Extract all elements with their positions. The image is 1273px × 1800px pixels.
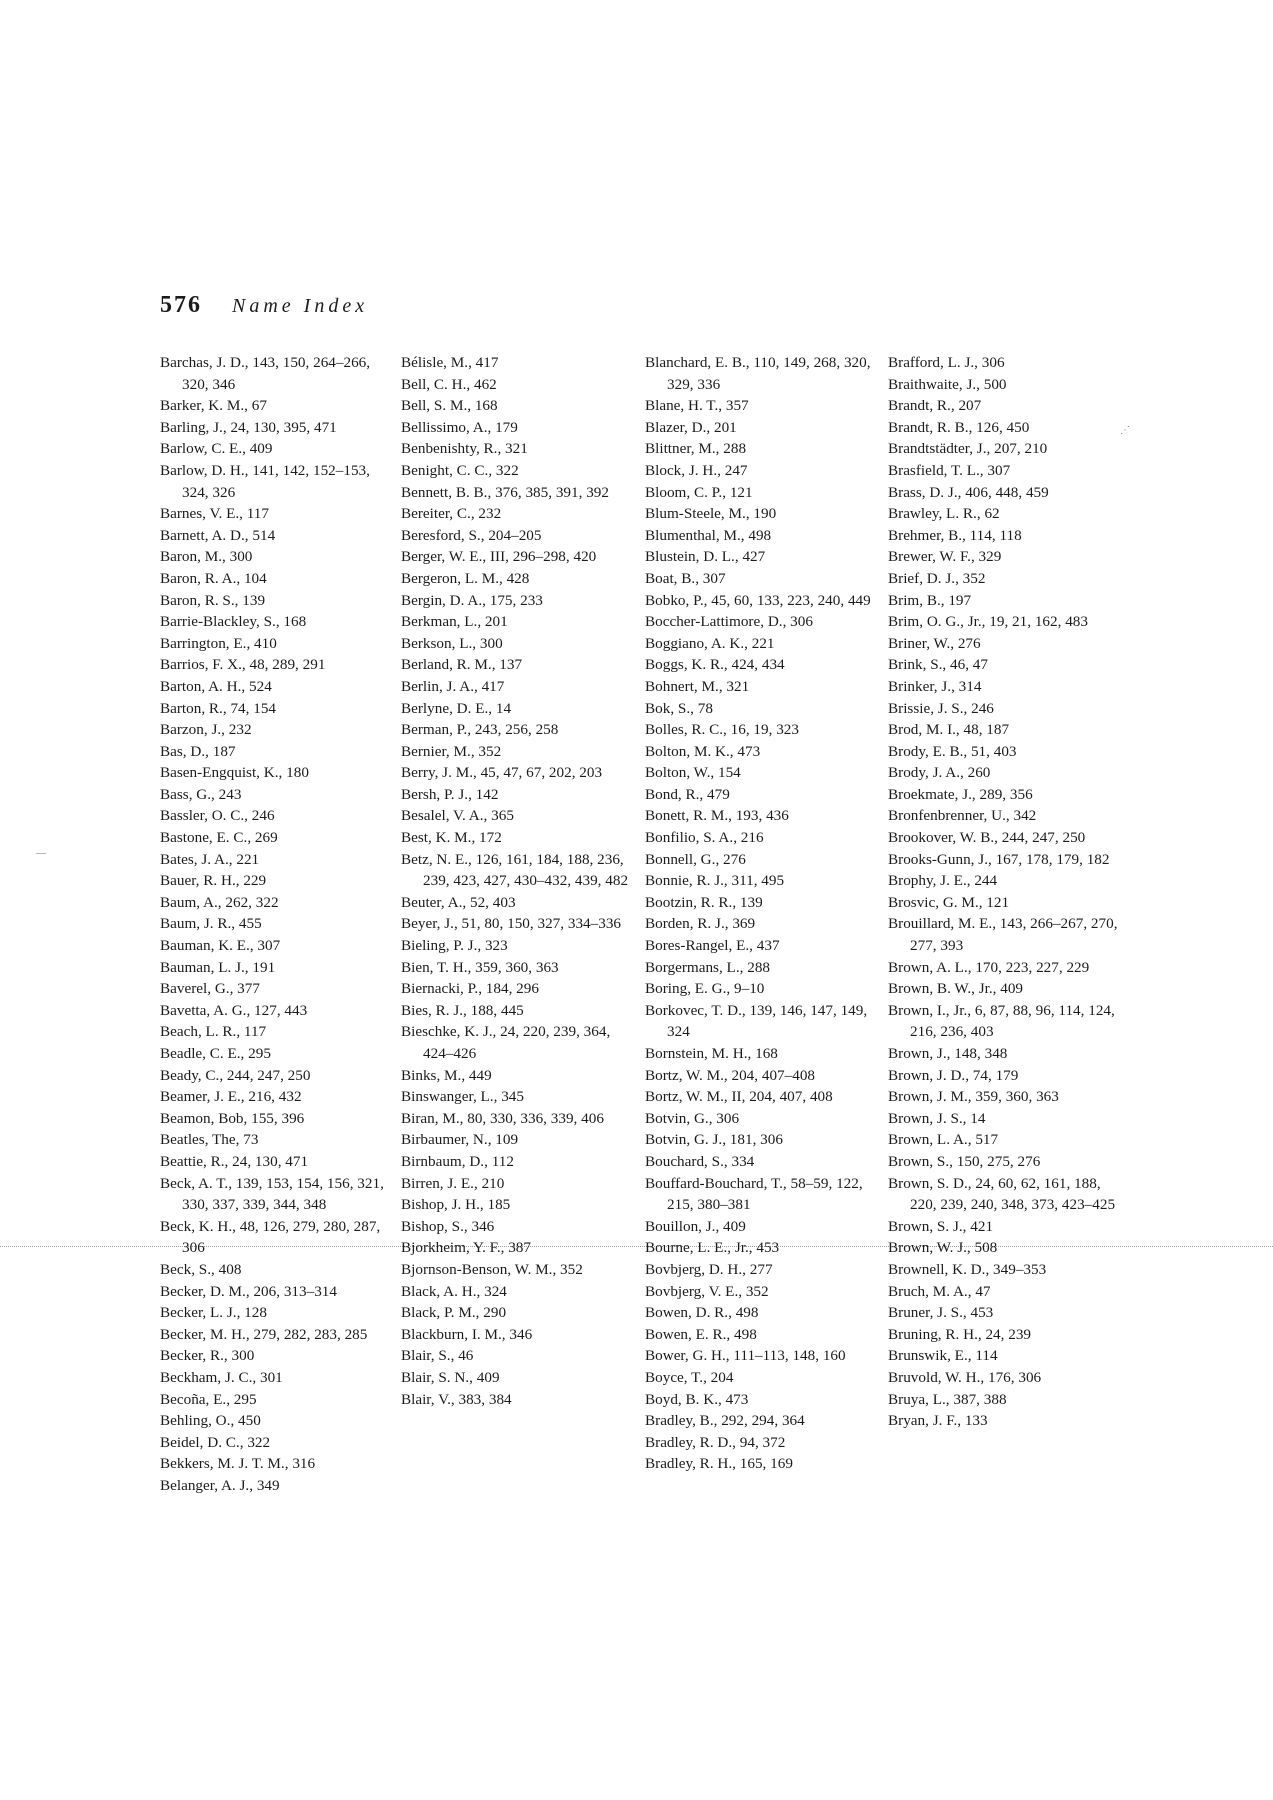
index-entry: Brown, S. J., 421 [888,1217,994,1235]
index-entry: Brim, B., 197 [888,591,972,609]
index-entry: Bortz, W. M., 204, 407–408 [645,1066,816,1084]
index-entry: Brehmer, B., 114, 118 [888,526,1022,544]
index-entry: Brandt, R. B., 126, 450 [888,418,1030,436]
index-entry: Bradley, B., 292, 294, 364 [645,1412,805,1430]
index-entry: Bien, T. H., 359, 360, 363 [401,958,559,976]
running-title: Name Index [232,295,369,317]
index-entry: Bellissimo, A., 179 [401,418,518,436]
index-entry: Brunswik, E., 114 [888,1347,998,1365]
index-entry: Brinker, J., 314 [888,677,982,695]
index-entry: Bloom, C. P., 121 [645,483,753,501]
index-entry: Blittner, M., 288 [645,440,747,458]
index-entry: Barrios, F. X., 48, 289, 291 [160,656,326,674]
index-entry: Becker, R., 300 [160,1347,255,1365]
index-entry: Boat, B., 307 [645,569,726,587]
index-entry: Brown, J. D., 74, 179 [888,1066,1019,1084]
index-entry: Baron, M., 300 [160,548,253,566]
index-entry: Bower, G. H., 111–113, 148, 160 [645,1347,846,1365]
index-entry: Brown, S. D., 24, 60, 62, 161, 188, 220, 239, 240, 348, 373, 423–425 [888,1174,1116,1214]
index-entry: Barrington, E., 410 [160,634,277,652]
index-entry: Barton, R., 74, 154 [160,699,277,717]
index-entry: Broekmate, J., 289, 356 [888,785,1033,803]
index-entry: Bélisle, M., 417 [401,354,499,371]
index-entry: Borden, R. J., 369 [645,915,756,933]
index-entry: Bergin, D. A., 175, 233 [401,591,543,609]
index-entry: Brissie, J. S., 246 [888,699,994,717]
index-entry: Bruvold, W. H., 176, 306 [888,1368,1042,1386]
index-entry: Barnes, V. E., 117 [160,505,269,523]
scan-speck: — [36,848,46,859]
index-entry: Bersh, P. J., 142 [401,785,499,803]
index-entry: Boggs, K. R., 424, 434 [645,656,785,674]
index-entry: Boggiano, A. K., 221 [645,634,775,652]
index-entry: Bass, G., 243 [160,785,242,803]
index-entry: Becoña, E., 295 [160,1390,257,1408]
scan-speck: ⋰ [1120,425,1130,436]
index-entry: Benbenishty, R., 321 [401,440,528,458]
index-entry: Barker, K. M., 67 [160,397,267,415]
index-entry: Bas, D., 187 [160,742,236,760]
index-entry: Bronfenbrenner, U., 342 [888,807,1037,825]
index-entry: Beck, S., 408 [160,1260,242,1278]
index-entry: Barlow, C. E., 409 [160,440,273,458]
index-entry: Blanchard, E. B., 110, 149, 268, 320, 329, 336 [645,354,871,393]
index-entry: Bereiter, C., 232 [401,505,502,523]
index-entry: Bornstein, M. H., 168 [645,1045,778,1062]
index-entry: Brophy, J. E., 244 [888,872,998,890]
index-entry: Brouillard, M. E., 143, 266–267, 270, 277, 393 [888,915,1118,955]
index-entry: Berman, P., 243, 256, 258 [401,721,559,739]
index-column-1 [160,352,390,1496]
index-entry: Bekkers, M. J. T. M., 316 [160,1455,316,1473]
name-index-columns [160,352,1120,1552]
index-entry: Beady, C., 244, 247, 250 [160,1066,311,1084]
index-entry: Birbaumer, N., 109 [401,1131,519,1149]
index-entry: Barling, J., 24, 130, 395, 471 [160,418,337,436]
index-entry: Beyer, J., 51, 80, 150, 327, 334–336 [401,915,622,933]
index-entry: Beuter, A., 52, 403 [401,893,516,911]
index-entry: Bovbjerg, D. H., 277 [645,1260,773,1278]
index-entry: Brafford, L. J., 306 [888,354,1005,371]
index-entry: Basen-Engquist, K., 180 [160,764,309,782]
index-entry: Brown, J., 148, 348 [888,1045,1008,1062]
index-entry: Bowen, E. R., 498 [645,1325,757,1343]
index-entry: Bauman, L. J., 191 [160,958,276,976]
index-entry: Baron, R. A., 104 [160,569,267,587]
index-entry: Bolton, W., 154 [645,764,741,782]
index-entry: Becker, M. H., 279, 282, 283, 285 [160,1325,368,1343]
index-entry: Bouchard, S., 334 [645,1152,755,1170]
index-entry: Beckham, J. C., 301 [160,1368,283,1386]
index-entry: Bonnie, R. J., 311, 495 [645,872,785,890]
index-entry: Brown, B. W., Jr., 409 [888,980,1024,998]
index-entry: Bootzin, R. R., 139 [645,893,763,911]
index-entry: Bonett, R. M., 193, 436 [645,807,789,825]
index-entry: Becker, D. M., 206, 313–314 [160,1282,337,1300]
index-entry: Bohnert, M., 321 [645,677,750,695]
index-entry: Blackburn, I. M., 346 [401,1325,533,1343]
index-entry: Beamon, Bob, 155, 396 [160,1109,305,1127]
index-entry: Barchas, J. D., 143, 150, 264–266, 320, 346 [160,354,371,393]
index-entry: Blum-Steele, M., 190 [645,505,777,523]
index-entry: Baum, J. R., 455 [160,915,262,933]
index-entry: Bonfilio, S. A., 216 [645,829,764,847]
index-entry: Belanger, A. J., 349 [160,1476,280,1494]
index-entry: Bieschke, K. J., 24, 220, 239, 364, 424–426 [401,1023,611,1062]
index-entry: Binks, M., 449 [401,1066,492,1084]
index-entry: Bjornson-Benson, W. M., 352 [401,1260,583,1278]
index-entry: Brown, S., 150, 275, 276 [888,1152,1041,1170]
index-entry: Blane, H. T., 357 [645,397,749,415]
index-entry: Beck, K. H., 48, 126, 279, 280, 287, 306 [160,1217,381,1257]
index-entry: Bishop, S., 346 [401,1217,495,1235]
index-entry: Baverel, G., 377 [160,980,260,998]
index-entry: Blumenthal, M., 498 [645,526,772,544]
index-entry: Beatles, The, 73 [160,1131,259,1149]
index-entry: Brasfield, T. L., 307 [888,461,1011,479]
index-column-3 [645,352,875,1475]
index-entry: Brookover, W. B., 244, 247, 250 [888,829,1086,847]
index-entry: Botvin, G., 306 [645,1109,740,1127]
index-entry: Bouffard-Bouchard, T., 58–59, 122, 215, 380–381 [645,1174,863,1214]
index-entry: Brim, O. G., Jr., 19, 21, 162, 483 [888,613,1088,631]
index-entry: Bolton, M. K., 473 [645,742,761,760]
index-entry: Blair, V., 383, 384 [401,1390,512,1408]
index-entry: Behling, O., 450 [160,1412,261,1430]
index-entry: Brandtstädter, J., 207, 210 [888,440,1048,458]
index-entry: Blair, S. N., 409 [401,1368,500,1386]
index-entry: Black, A. H., 324 [401,1282,507,1300]
index-entry: Brown, I., Jr., 6, 87, 88, 96, 114, 124, 216, 236, 403 [888,1001,1115,1041]
index-entry: Barrie-Blackley, S., 168 [160,613,307,631]
index-entry: Best, K. M., 172 [401,829,502,847]
index-entry: Beach, L. R., 117 [160,1023,267,1041]
index-entry: Bieling, P. J., 323 [401,937,508,955]
index-entry: Borkovec, T. D., 139, 146, 147, 149, 324 [645,1001,868,1041]
index-entry: Bernier, M., 352 [401,742,502,760]
index-entry: Bauer, R. H., 229 [160,872,267,890]
index-entry: Barlow, D. H., 141, 142, 152–153, 324, 326 [160,461,370,501]
index-entry: Braithwaite, J., 500 [888,375,1007,393]
index-entry: Brosvic, G. M., 121 [888,893,1010,911]
index-entry: Bell, S. M., 168 [401,397,498,415]
index-entry: Brawley, L. R., 62 [888,505,1000,523]
index-entry: Brown, J. S., 14 [888,1109,986,1127]
index-entry: Biernacki, P., 184, 296 [401,980,539,998]
index-column-4 [888,352,1118,1432]
index-entry: Bonnell, G., 276 [645,850,746,868]
index-entry: Bradley, R. D., 94, 372 [645,1433,786,1451]
index-entry: Bradley, R. H., 165, 169 [645,1455,793,1473]
index-entry: Botvin, G. J., 181, 306 [645,1131,783,1149]
index-entry: Boyd, B. K., 473 [645,1390,749,1408]
index-entry: Beidel, D. C., 322 [160,1433,271,1451]
index-entry: Bies, R. J., 188, 445 [401,1001,524,1019]
index-entry: Brod, M. I., 48, 187 [888,721,1010,739]
index-entry: Blair, S., 46 [401,1347,474,1365]
index-entry: Bassler, O. C., 246 [160,807,275,825]
index-entry: Bruner, J. S., 453 [888,1304,994,1322]
index-entry: Berry, J. M., 45, 47, 67, 202, 203 [401,764,603,782]
index-entry: Bourne, L. E., Jr., 453 [645,1239,780,1257]
index-entry: Baum, A., 262, 322 [160,893,279,911]
index-entry: Brody, E. B., 51, 403 [888,742,1017,760]
index-entry: Beresford, S., 204–205 [401,526,542,544]
index-entry: Bastone, E. C., 269 [160,829,278,847]
index-entry: Brass, D. J., 406, 448, 459 [888,483,1049,501]
index-entry: Beamer, J. E., 216, 432 [160,1088,302,1106]
index-entry: Briner, W., 276 [888,634,981,652]
index-entry: Bobko, P., 45, 60, 133, 223, 240, 449 [645,591,871,609]
index-entry: Berkman, L., 201 [401,613,508,631]
index-entry: Bryan, J. F., 133 [888,1412,988,1430]
index-entry: Berlin, J. A., 417 [401,677,505,695]
index-entry: Binswanger, L., 345 [401,1088,524,1106]
index-entry: Berlyne, D. E., 14 [401,699,512,717]
index-entry: Becker, L. J., 128 [160,1304,267,1322]
index-entry: Bergeron, L. M., 428 [401,569,530,587]
index-entry: Brooks-Gunn, J., 167, 178, 179, 182 [888,850,1110,868]
index-entry: Barnett, A. D., 514 [160,526,276,544]
index-entry: Birnbaum, D., 112 [401,1152,514,1170]
index-entry: Bok, S., 78 [645,699,713,717]
index-entry: Bennett, B. B., 376, 385, 391, 392 [401,483,609,501]
index-entry: Biran, M., 80, 330, 336, 339, 406 [401,1109,604,1127]
index-entry: Brownell, K. D., 349–353 [888,1260,1047,1278]
index-entry: Baron, R. S., 139 [160,591,266,609]
index-entry: Black, P. M., 290 [401,1304,507,1322]
index-entry: Beadle, C. E., 295 [160,1045,271,1062]
index-entry: Borgermans, L., 288 [645,958,771,976]
index-entry: Brown, A. L., 170, 223, 227, 229 [888,958,1090,976]
index-entry: Bjorkheim, Y. F., 387 [401,1239,531,1257]
index-entry: Bovbjerg, V. E., 352 [645,1282,769,1300]
index-entry: Bishop, J. H., 185 [401,1196,511,1214]
index-column-2 [401,352,631,1410]
index-entry: Blazer, D., 201 [645,418,737,436]
index-entry: Blustein, D. L., 427 [645,548,766,566]
index-entry: Bruch, M. A., 47 [888,1282,991,1300]
index-entry: Bowen, D. R., 498 [645,1304,759,1322]
index-entry: Bates, J. A., 221 [160,850,260,868]
page-header [160,292,368,319]
index-entry: Berland, R. M., 137 [401,656,523,674]
index-entry: Bruya, L., 387, 388 [888,1390,1007,1408]
index-entry: Bortz, W. M., II, 204, 407, 408 [645,1088,833,1106]
index-entry: Beck, A. T., 139, 153, 154, 156, 321, 330, 337, 339, 344, 348 [160,1174,384,1214]
index-entry: Bond, R., 479 [645,785,730,803]
index-entry: Bouillon, J., 409 [645,1217,746,1235]
page-number: 576 [160,292,202,318]
index-entry: Brown, J. M., 359, 360, 363 [888,1088,1059,1106]
index-entry: Boyce, T., 204 [645,1368,734,1386]
index-entry: Beattie, R., 24, 130, 471 [160,1152,309,1170]
index-entry: Brewer, W. F., 329 [888,548,1002,566]
index-entry: Bavetta, A. G., 127, 443 [160,1001,308,1019]
index-entry: Block, J. H., 247 [645,461,748,479]
index-entry: Bell, C. H., 462 [401,375,497,393]
index-entry: Birren, J. E., 210 [401,1174,505,1192]
index-entry: Besalel, V. A., 365 [401,807,514,825]
index-entry: Benight, C. C., 322 [401,461,519,479]
index-entry: Boring, E. G., 9–10 [645,980,765,998]
index-entry: Berkson, L., 300 [401,634,503,652]
index-entry: Bruning, R. H., 24, 239 [888,1325,1032,1343]
index-entry: Brown, W. J., 508 [888,1239,998,1257]
index-entry: Bauman, K. E., 307 [160,937,281,955]
index-entry: Berger, W. E., III, 296–298, 420 [401,548,597,566]
index-entry: Brink, S., 46, 47 [888,656,988,674]
index-entry: Bores-Rangel, E., 437 [645,937,780,955]
index-entry: Barzon, J., 232 [160,721,252,739]
index-entry: Barton, A. H., 524 [160,677,272,695]
index-entry: Boccher-Lattimore, D., 306 [645,613,813,631]
index-entry: Betz, N. E., 126, 161, 184, 188, 236, 239, 423, 427, 430–432, 439, 482 [401,850,629,890]
index-entry: Brown, L. A., 517 [888,1131,999,1149]
index-entry: Brandt, R., 207 [888,397,982,415]
index-entry: Brody, J. A., 260 [888,764,991,782]
index-entry: Brief, D. J., 352 [888,569,986,587]
index-entry: Bolles, R. C., 16, 19, 323 [645,721,799,739]
